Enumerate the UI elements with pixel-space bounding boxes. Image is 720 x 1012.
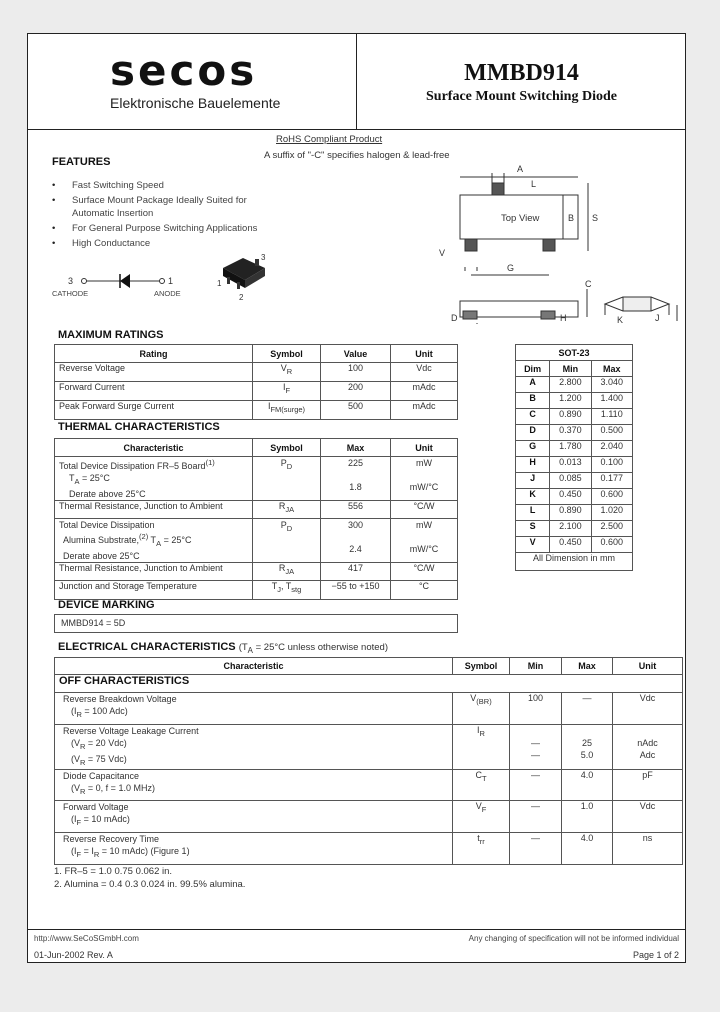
header bbox=[28, 34, 685, 130]
table-row: H 0.013 0.100 bbox=[516, 457, 633, 473]
footer-notice: Any changing of specification will not be informed individual bbox=[468, 934, 679, 943]
electrical-table: Characteristic Symbol Min Max Unit OFF CHARACTERISTICS Reverse Breakdown Voltage ($I_R = 100$ Adc) $V_{(BR)}$ 100 — Vdc Reverse Voltage Leakage Current ($V_R = 20$ Vdc) ($V_R = 75$ Vdc) $I_R$ — — 25 5.0 nAdc Adc Diode Capacitance ($V_R = 0$, f = 1.0 MHz) $C_T$ — 4.0 pF Forward Voltage ($I_F = 10$ mAdc) $V_F$ — 1.0 Vdc Reverse Recovery Time ($I_F = I_R = 10$ mAdc) (Figure 1) $t_{rr}$ — 4.0 ns bbox=[54, 657, 683, 865]
footer-divider bbox=[28, 929, 685, 930]
table-row: Reverse Recovery Time ($I_F = I_R = 10$ mAdc) (Figure 1) $t_{rr}$ — 4.0 ns bbox=[55, 832, 683, 864]
sot23-footer: All Dimension in mm bbox=[516, 553, 633, 571]
table-row: Forward Voltage ($I_F = 10$ mAdc) $V_F$ — 1.0 Vdc bbox=[55, 800, 683, 832]
feature-item: • For General Purpose Switching Applications bbox=[50, 222, 270, 235]
pin1-label: 1 bbox=[168, 276, 174, 286]
dim-l-label: L bbox=[531, 179, 537, 189]
col-unit: Unit bbox=[391, 345, 458, 363]
dim-h-label: H bbox=[560, 313, 567, 323]
dim-g-label: G bbox=[507, 263, 515, 273]
table-row: Total Device Dissipation FR–5 Board$^{(1)}$ $T_A = 25^\circ C$ Derate above 25°C $P_D$ 225 1.8 mW mW/°C bbox=[55, 457, 458, 501]
footer-page: Page 1 of 2 bbox=[632, 950, 679, 960]
off-characteristics-heading: OFF CHARACTERISTICS bbox=[55, 675, 683, 693]
table-row: L 0.890 1.020 bbox=[516, 505, 633, 521]
electrical-heading: ELECTRICAL CHARACTERISTICS ($T_A = 25^\circ C$ unless otherwise noted) bbox=[58, 641, 388, 655]
col-rating: Rating bbox=[55, 345, 253, 363]
footer-url[interactable]: http://www.SeCoSGmbH.com bbox=[34, 934, 139, 943]
dim-c-label: C bbox=[585, 279, 592, 289]
feature-item: • Surface Mount Package Ideally Suited for Automatic Insertion bbox=[50, 194, 270, 220]
table-row: A 2.800 3.040 bbox=[516, 377, 633, 393]
table-row: C 0.890 1.110 bbox=[516, 409, 633, 425]
sot23-package-image bbox=[213, 248, 273, 306]
company-logo: secos bbox=[110, 46, 258, 95]
thermal-table: Characteristic Symbol Max Unit Total Device Dissipation FR–5 Board$^{(1)}$ $T_A = 25^\circ C$ Derate above 25°C $P_D$ 225 1.8 mW mW/°C Thermal Resistance, Junction to Ambient $R_{JA}$ 556 °C/W Total Device Dissipation Alumina Substrate,$^{(2)}$ $T_A = 25^\circ C$ Derate above 25°C $P_D$ 300 2.4 mW mW/°C Thermal Resistance, Junction to Ambient $R_{JA}$ 417 °C/W Junction and Storage Temperature $T_J$, $T_{stg}$ −55 to +150 °C bbox=[54, 438, 458, 600]
cathode-label: CATHODE bbox=[52, 289, 89, 298]
note-2: 2. Alumina = 0.4 0.3 0.024 in. 99.5% alumina. bbox=[54, 879, 246, 890]
table-row: K 0.450 0.600 bbox=[516, 489, 633, 505]
thermal-heading: THERMAL CHARACTERISTICS bbox=[58, 421, 220, 433]
table-row: Peak Forward Surge Current $I_{FM(surge)}$ 500 mAdc bbox=[55, 401, 458, 420]
pkg-pin3-label: 3 bbox=[261, 253, 266, 262]
max-ratings-table bbox=[54, 344, 458, 420]
datasheet-page bbox=[27, 33, 686, 963]
table-row: Reverse Voltage Leakage Current ($V_R = 20$ Vdc) ($V_R = 75$ Vdc) $I_R$ — — 25 5.0 nAdc Adc bbox=[55, 725, 683, 770]
col-value: Value bbox=[321, 345, 391, 363]
table-row: Diode Capacitance ($V_R = 0$, f = 1.0 MHz) $C_T$ — 4.0 pF bbox=[55, 769, 683, 800]
note-1: 1. FR–5 = 1.0 0.75 0.062 in. bbox=[54, 866, 173, 877]
table-row: Reverse Breakdown Voltage ($I_R = 100$ Adc) $V_{(BR)}$ 100 — Vdc bbox=[55, 693, 683, 725]
table-row: G 1.780 2.040 bbox=[516, 441, 633, 457]
table-row: Forward Current $I_F$ 200 mAdc bbox=[55, 382, 458, 401]
table-row: Total Device Dissipation Alumina Substrate,$^{(2)}$ $T_A = 25^\circ C$ Derate above 25°C $P_D$ 300 2.4 mW mW/°C bbox=[55, 518, 458, 562]
col-symbol: Symbol bbox=[253, 345, 321, 363]
anode-label: ANODE bbox=[154, 289, 181, 298]
feature-item: • High Conductance bbox=[50, 237, 270, 250]
dim-a-label: A bbox=[517, 164, 524, 174]
part-subtitle: Surface Mount Switching Diode bbox=[426, 89, 617, 104]
max-ratings-heading: MAXIMUM RATINGS bbox=[58, 329, 164, 341]
sot23-dimension-table: SOT-23 Dim Min Max A 2.800 3.040 B 1.200 1.400 C 0.890 1.110 D 0.370 0.500 G 1.780 2.040 H 0.013 0.100 J 0.085 0.177 K 0.450 0.600 L 0.890 1.020 S 2.100 2.500 V 0.450 0.600 All Dimension in mm bbox=[515, 344, 633, 571]
sot23-outline-drawing bbox=[433, 159, 683, 324]
feature-item: • Fast Switching Speed bbox=[50, 179, 270, 192]
device-marking-value: MMBD914 = 5D bbox=[54, 614, 458, 633]
dim-d-label: D bbox=[451, 313, 458, 323]
table-row: Thermal Resistance, Junction to Ambient $R_{JA}$ 556 °C/W bbox=[55, 500, 458, 518]
table-row: V 0.450 0.600 bbox=[516, 537, 633, 553]
dim-b-label: B bbox=[568, 213, 575, 223]
pkg-pin1-label: 1 bbox=[217, 279, 222, 288]
pkg-pin2-label: 2 bbox=[239, 293, 244, 302]
table-row: D 0.370 0.500 bbox=[516, 425, 633, 441]
features-list bbox=[50, 179, 270, 252]
pin3-label: 3 bbox=[68, 276, 74, 286]
table-row: B 1.200 1.400 bbox=[516, 393, 633, 409]
footer-date: 01-Jun-2002 Rev. A bbox=[34, 950, 113, 960]
company-tagline: Elektronische Bauelemente bbox=[110, 95, 281, 111]
sot23-title: SOT-23 bbox=[516, 345, 633, 361]
rohs-note: A suffix of "-C" specifies halogen & lead-free bbox=[264, 150, 450, 161]
table-row: J 0.085 0.177 bbox=[516, 473, 633, 489]
features-heading: FEATURES bbox=[52, 156, 111, 168]
table-row: Thermal Resistance, Junction to Ambient $R_{JA}$ 417 °C/W bbox=[55, 562, 458, 580]
dim-k-label: K bbox=[617, 315, 624, 324]
table-row: S 2.100 2.500 bbox=[516, 521, 633, 537]
dim-s-label: S bbox=[592, 213, 599, 223]
top-view-label: Top View bbox=[501, 213, 540, 224]
dim-j-label: J bbox=[655, 313, 660, 323]
table-row: Junction and Storage Temperature $T_J$, $T_{stg}$ −55 to +150 °C bbox=[55, 580, 458, 599]
table-row: Reverse Voltage $V_R$ 100 Vdc bbox=[55, 363, 458, 382]
diode-symbol-icon bbox=[120, 274, 130, 288]
part-number: MMBD914 bbox=[464, 60, 579, 86]
header-divider bbox=[356, 34, 357, 130]
dim-v-label: V bbox=[439, 248, 446, 258]
marking-heading: DEVICE MARKING bbox=[58, 599, 155, 611]
rohs-title: RoHS Compliant Product bbox=[276, 134, 383, 145]
